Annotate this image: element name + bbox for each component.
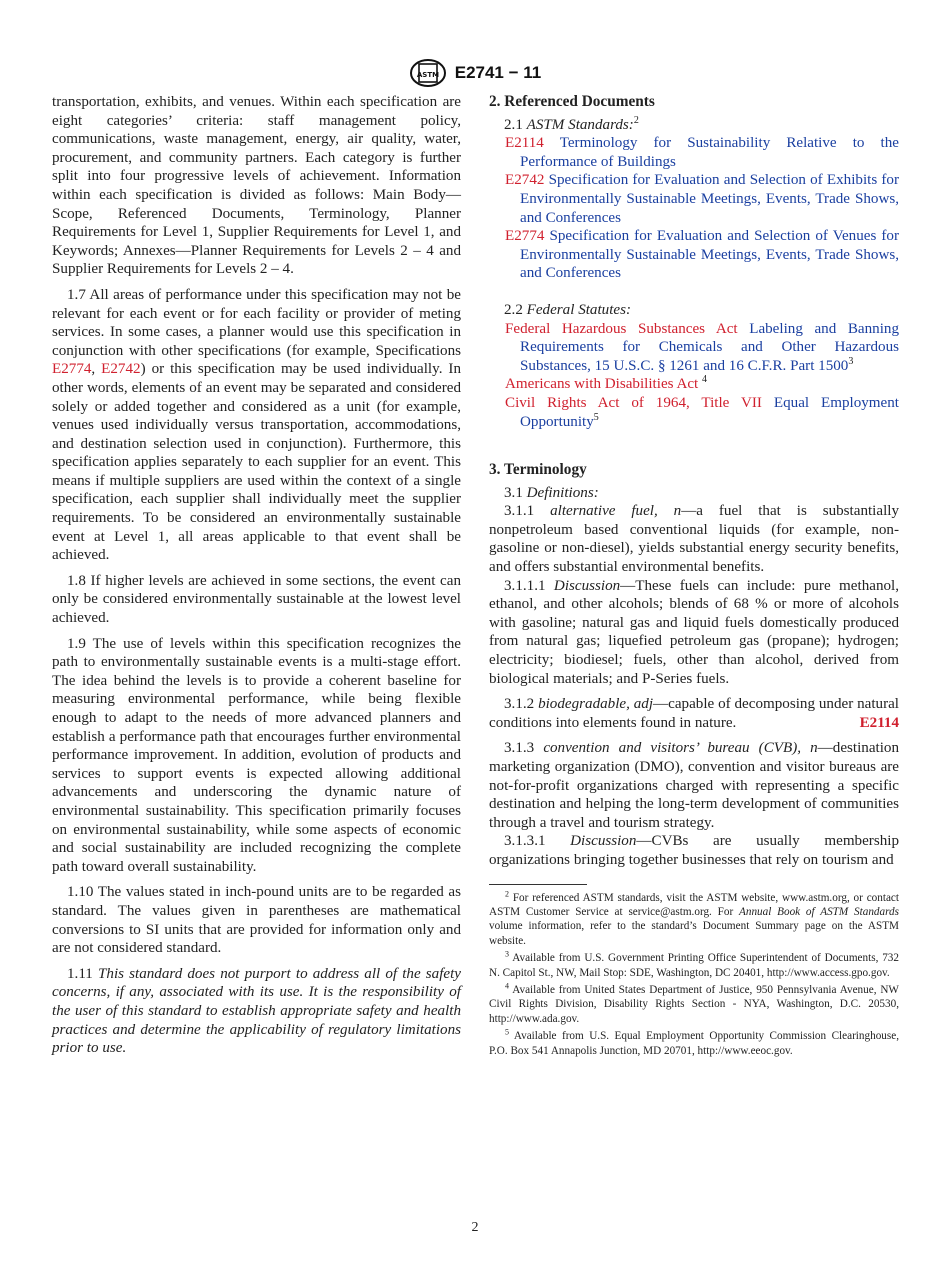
term: convention and visitors’ bureau (CVB), n: [543, 740, 818, 757]
reference-title[interactable]: Specification for Evaluation and Selection of Exhibits for Environmentally Sustainable Meetings, Events, Trade Shows, and Conferences: [520, 172, 899, 226]
reference-code[interactable]: E2742: [505, 172, 545, 189]
definition-biodegradable: 3.1.2 biodegradable, adj—capable of decomposing under natural conditions into elements found in nature. E2114: [489, 696, 900, 731]
paragraph-1-9: 1.9 The use of levels within this specification recognizes the path to environmentally sustainable events is a multi-stage effort. The idea behind the levels is to provide a coherent baseline for measuring environmental performance, while being flexible enough to adapt to the needs of more advanced planners and establish a performance path that encourages further environmental performance improvement. In addition, evolution of products and services to support events is expected allowing additional advancements and underscoring the dynamic nature of environmental sustainability. This specification primarily focuses on environmental sustainability, while some aspects of economic and social sustainability are included recognizing the complete path toward overall sustainability.: [52, 635, 461, 875]
left-column: [52, 93, 461, 1058]
paragraph-1-11: 1.11 This standard does not purport to address all of the safety concerns, if any, associated with its use. It is the responsibility of the user of this standard to establish appropriate safety and health practices and determine the applicability of regulatory limitations prior to use.: [52, 965, 461, 1057]
footnote-divider: [489, 884, 587, 885]
footnote-3: $^3$ Available from U.S. Government Printing Office Superintendent of Documents, 732 N. Capitol St., NW, Mail Stop: SDE, Washington, DC 20401, http://www.access.gpo.gov.: [489, 949, 899, 979]
statute-civil-rights: Civil Rights Act of 1964, Title VII Equal Employment Opportunity$^5$: [505, 394, 899, 430]
footnote-5: $^5$ Available from U.S. Equal Employment Opportunity Commission Clearinghouse, P.O. Box 541 Annapolis Junction, MD 20701, http://www.eeoc.gov.: [489, 1027, 899, 1057]
section-3-heading: 3. Terminology: [489, 461, 587, 479]
reference-e2742: [489, 171, 899, 227]
svg-text:ASTM: ASTM: [416, 71, 439, 79]
discussion-cvb: 3.1.3.1 Discussion—CVBs are usually membership organizations bringing together businesses that rely on tourism and: [489, 833, 899, 868]
reference-e2114: [489, 134, 899, 171]
footnote-4: $^4$ Available from United States Department of Justice, 950 Pennsylvania Avenue, NW Civil Rights Division, Disability Rights Section - NYA, Washington, D.C. 20530, http://www.ada.gov.: [489, 981, 899, 1025]
astm-logo-icon: [409, 58, 447, 88]
link-e2742[interactable]: E2742: [101, 361, 141, 378]
reference-code[interactable]: E2774: [505, 228, 545, 245]
term: biodegradable, adj: [538, 696, 654, 713]
reference-title[interactable]: Specification for Evaluation and Selection of Venues for Environmentally Sustainable Meetings, Events, Trade Shows, and Conferences: [520, 228, 899, 282]
paragraph-1-8: 1.8 If higher levels are achieved in some sections, the event can only be considered environmentally sustainable at the lowest level achieved.: [52, 572, 461, 627]
section-2-heading: 2. Referenced Documents: [489, 93, 655, 110]
footnote-2: $^2$ For referenced ASTM standards, visit the ASTM website, www.astm.org, or contact ASTM Customer Service at service@astm.org. For Annual Book of ASTM Standards volume information, refer to the standard’s Document Summary page on the ASTM website.: [489, 888, 899, 947]
link-e2774[interactable]: E2774: [52, 361, 92, 378]
right-column: [489, 93, 899, 1061]
statute-name[interactable]: Federal Hazardous Substances Act: [505, 320, 738, 337]
paragraph-1-7: 1.7 All areas of performance under this specification may not be relevant for each event or for each facility or provider of meting services. In some cases, a planner would use this specification in conjunction with other specifications (for example, Specifications E2774, E2742) or this specification may be used individually. In other words, elements of an event may be separated and considered solely or added together and considered as a unit (for example, venues used individually versus transportation, accommodations, and destination selection used in conjunction). Furthermore, this specification applies separately to each supplier for an event. This means if multiple suppliers are used within the context of a single specification, each supplier shall individually meet the supplier requirements. To be considered an environmentally sustainable event at Level 1, all areas applicable to that event shall be achieved.: [52, 286, 461, 564]
definition-cvb: 3.1.3 convention and visitors’ bureau (CVB), n—destination marketing organization (DMO), convention and visitor bureaus are not-for-profit organizations charged with representing a specific destination and helping the long-term development of communities through a travel and tourism strategy.: [489, 740, 899, 831]
reference-code[interactable]: E2114: [505, 135, 544, 152]
subsection-2-1: 2.1 ASTM Standards:$^2$: [504, 114, 639, 133]
statute-ada: Americans with Disabilities Act $^4$: [505, 374, 708, 393]
reference-e2774: [489, 227, 899, 283]
reference-title[interactable]: Terminology for Sustainability Relative to the Performance of Buildings: [520, 135, 899, 170]
source-e2114[interactable]: E2114: [859, 714, 899, 731]
statute-title[interactable]: Equal Employment Opportunity: [520, 394, 899, 430]
paragraph-1-6-continued: transportation, exhibits, and venues. Within each specification are eight categories’ criteria: staff management policy, communications, waste management, energy, air quality, water, procurement, and community partners. Each category is further split into four progressive levels of achievement. Information within each specification is divided as follows: Main Body—Scope, Referenced Documents, Terminology, Planner Requirements for Level 1, Supplier Requirements for Level 1, and Keywords; Annexes—Planner Requirements for Levels 2 – 4 and Supplier Requirements for Levels 2 – 4.: [52, 94, 461, 278]
term: alternative fuel, n: [550, 503, 682, 520]
statute-name[interactable]: Civil Rights Act of 1964, Title VII: [505, 394, 762, 411]
subsection-2-2: 2.2 Federal Statutes:: [504, 301, 632, 318]
document-number: E2741 − 11: [454, 63, 542, 82]
paragraph-1-10: 1.10 The values stated in inch-pound units are to be regarded as standard. The values given in parentheses are mathematical conversions to SI units that are provided for information only and are not considered standard.: [52, 884, 461, 957]
subsection-3-1: 3.1 Definitions:: [504, 484, 599, 501]
page-number: 2: [471, 1220, 479, 1235]
safety-caveat-text: This standard does not purport to address all of the safety concerns, if any, associated with its use. It is the responsibility of the user of this standard to establish appropriate safety and health practices and determine the applicability of regulatory limitations prior to use.: [52, 965, 461, 1057]
statute-fhsa: Federal Hazardous Substances Act Labeling and Banning Requirements for Chemicals and Other Hazardous Substances, 15 U.S.C. § 1261 and 16 C.F.R. Part 1500$^3$: [505, 320, 899, 374]
statute-name[interactable]: Americans with Disabilities Act: [505, 376, 699, 393]
definition-alternative-fuel: 3.1.1 alternative fuel, n—a fuel that is substantially nonpetroleum based conventional liquids (for example, non-gasoline or non-diesel), yields substantial energy security benefits, and offers substantial environmental benefits.: [489, 503, 900, 576]
page-header: [0, 58, 950, 88]
discussion-alternative-fuel: 3.1.1.1 Discussion—These fuels can include: pure methanol, ethanol, and other alcohols; blends of 68 % or more of alcohols with gasoline; natural gas and liquid fuels domestically produced from natural gas; liquefied petroleum gas (propane); hydrogen; electricity; biodiesel; fuels, other than alcohol, derived from biological materials; and P-Series fuels.: [489, 577, 900, 687]
statute-title[interactable]: Labeling and Banning Requirements for Chemicals and Other Hazardous Substances, 15 U.S.C. § 1261 and 16 C.F.R. Part 1500: [520, 320, 899, 374]
